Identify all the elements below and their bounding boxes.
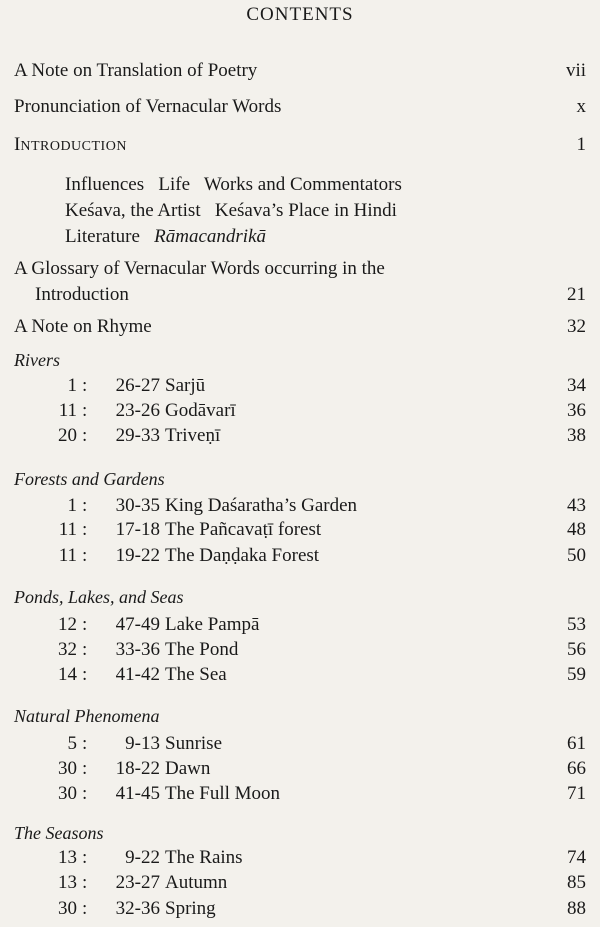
separator: : — [82, 519, 88, 540]
chapter-number: 1 — [67, 495, 77, 516]
separator: : — [82, 614, 88, 635]
poem-title: The Pond — [165, 639, 239, 660]
intro-subtopic-ramacandrika: Rāmacandrikā — [154, 226, 267, 247]
separator: : — [82, 400, 88, 421]
chapter-number: 1 — [67, 375, 77, 396]
entry-page: 88 — [567, 898, 586, 919]
verse-range: 9-13 — [125, 733, 160, 754]
table-row[interactable] — [14, 757, 586, 781]
table-row[interactable] — [14, 613, 586, 637]
toc-entry-introduction[interactable] — [14, 132, 586, 160]
separator: : — [82, 758, 88, 779]
entry-page: 85 — [567, 872, 586, 893]
chapter-number: 30 — [58, 783, 77, 804]
entry-page: 61 — [567, 733, 586, 754]
entry-page: 53 — [567, 614, 586, 635]
verse-range: 41-42 — [115, 664, 160, 685]
entry-page: 43 — [567, 495, 586, 516]
chapter-number: 11 — [58, 545, 77, 566]
entry-page: 74 — [567, 847, 586, 868]
poem-title: Dawn — [165, 758, 211, 779]
entry-label — [14, 132, 127, 160]
section-heading-natural-phenomena: Natural Phenomena — [14, 706, 160, 726]
entry-page: 1 — [576, 134, 586, 155]
verse-range: 47-49 — [115, 614, 160, 635]
table-row[interactable] — [14, 871, 586, 895]
toc-entry-translation-note[interactable] — [14, 58, 586, 84]
poem-title: The Rains — [165, 847, 243, 868]
verse-range: 17-18 — [115, 519, 160, 540]
intro-rest: NTRODUCTION — [20, 139, 127, 154]
table-row[interactable] — [14, 518, 586, 542]
separator: : — [82, 872, 88, 893]
chapter-number: 30 — [58, 758, 77, 779]
poem-title: Sarjū — [165, 375, 206, 396]
entry-page: 34 — [567, 375, 586, 396]
poem-title: Spring — [165, 898, 216, 919]
section-heading-forests-and-gardens: Forests and Gardens — [14, 469, 165, 489]
chapter-number: 11 — [58, 400, 77, 421]
separator: : — [82, 783, 88, 804]
verse-range: 30-35 — [115, 495, 160, 516]
intro-subtopics-line-3 — [65, 224, 266, 250]
section-heading-the-seasons: The Seasons — [14, 823, 104, 843]
chapter-number: 11 — [58, 519, 77, 540]
poem-title: Sunrise — [165, 733, 222, 754]
entry-page: 38 — [567, 425, 586, 446]
intro-subtopic-literature: Literature — [65, 226, 140, 247]
verse-range: 32-36 — [115, 898, 160, 919]
poem-title: The Daṇḍaka Forest — [165, 545, 320, 566]
table-row[interactable] — [14, 494, 586, 518]
poem-title: Autumn — [165, 872, 228, 893]
separator: : — [82, 898, 88, 919]
page-title: CONTENTS — [246, 4, 354, 25]
separator: : — [82, 425, 88, 446]
entry-page: 66 — [567, 758, 586, 779]
toc-entry-pronunciation[interactable] — [14, 94, 586, 120]
verse-range: 33-36 — [115, 639, 160, 660]
table-row[interactable] — [14, 732, 586, 756]
verse-range: 29-33 — [115, 425, 160, 446]
chapter-number: 5 — [67, 733, 77, 754]
poem-title: The Sea — [165, 664, 227, 685]
section-heading-rivers: Rivers — [14, 350, 60, 370]
table-row[interactable] — [14, 399, 586, 423]
separator: : — [82, 847, 88, 868]
poem-title: The Full Moon — [165, 783, 281, 804]
chapter-number: 32 — [58, 639, 77, 660]
table-row[interactable] — [14, 544, 586, 568]
entry-label-line-2: Introduction — [35, 284, 129, 305]
intro-subtopics-line-2: Keśava, the Artist Keśava’s Place in Hindi — [65, 200, 397, 221]
chapter-number: 13 — [58, 847, 77, 868]
chapter-number: 14 — [58, 664, 77, 685]
entry-label: A Note on Rhyme — [14, 316, 152, 337]
separator: : — [82, 639, 88, 660]
separator: : — [82, 495, 88, 516]
entry-page: 71 — [567, 783, 586, 804]
entry-page: vii — [565, 60, 586, 81]
entry-page: x — [576, 96, 586, 117]
poem-title: Triveṇī — [165, 425, 221, 446]
chapter-number: 30 — [58, 898, 77, 919]
entry-label-line-1: A Glossary of Vernacular Words occurring in the — [14, 258, 385, 279]
separator: : — [82, 733, 88, 754]
poem-title: Lake Pampā — [165, 614, 260, 635]
entry-page: 32 — [567, 316, 586, 337]
table-row[interactable] — [14, 782, 586, 806]
table-row[interactable] — [14, 638, 586, 662]
poem-title: The Pañcavaṭī forest — [165, 519, 322, 540]
verse-range: 19-22 — [115, 545, 160, 566]
verse-range: 23-26 — [115, 400, 160, 421]
intro-subtopics-line-1: Influences Life Works and Commentators — [65, 174, 402, 195]
chapter-number: 12 — [58, 614, 77, 635]
toc-entry-glossary[interactable] — [14, 256, 586, 308]
table-row[interactable] — [14, 374, 586, 398]
entry-page: 21 — [567, 284, 586, 305]
entry-page: 56 — [567, 639, 586, 660]
verse-range: 23-27 — [115, 872, 160, 893]
table-row[interactable] — [14, 846, 586, 870]
entry-label: Pronunciation of Vernacular Words — [14, 96, 282, 117]
poem-title: King Daśaratha’s Garden — [165, 495, 358, 516]
section-heading-ponds-lakes-seas: Ponds, Lakes, and Seas — [14, 587, 184, 607]
entry-page: 59 — [567, 664, 586, 685]
intro-initial: I — [14, 134, 21, 155]
verse-range: 26-27 — [115, 375, 160, 396]
table-row[interactable] — [14, 897, 586, 921]
entry-page: 50 — [567, 545, 586, 566]
entry-label: A Note on Translation of Poetry — [14, 60, 258, 81]
chapter-number: 13 — [58, 872, 77, 893]
entry-page: 36 — [567, 400, 586, 421]
separator: : — [82, 375, 88, 396]
poem-title: Godāvarī — [165, 400, 236, 421]
separator: : — [82, 545, 88, 566]
verse-range: 18-22 — [115, 758, 160, 779]
toc-entry-rhyme[interactable] — [14, 314, 586, 340]
chapter-number: 20 — [58, 425, 77, 446]
separator: : — [82, 664, 88, 685]
entry-page: 48 — [567, 519, 586, 540]
verse-range: 9-22 — [125, 847, 160, 868]
verse-range: 41-45 — [115, 783, 160, 804]
table-row[interactable] — [14, 424, 586, 448]
table-row[interactable] — [14, 663, 586, 687]
